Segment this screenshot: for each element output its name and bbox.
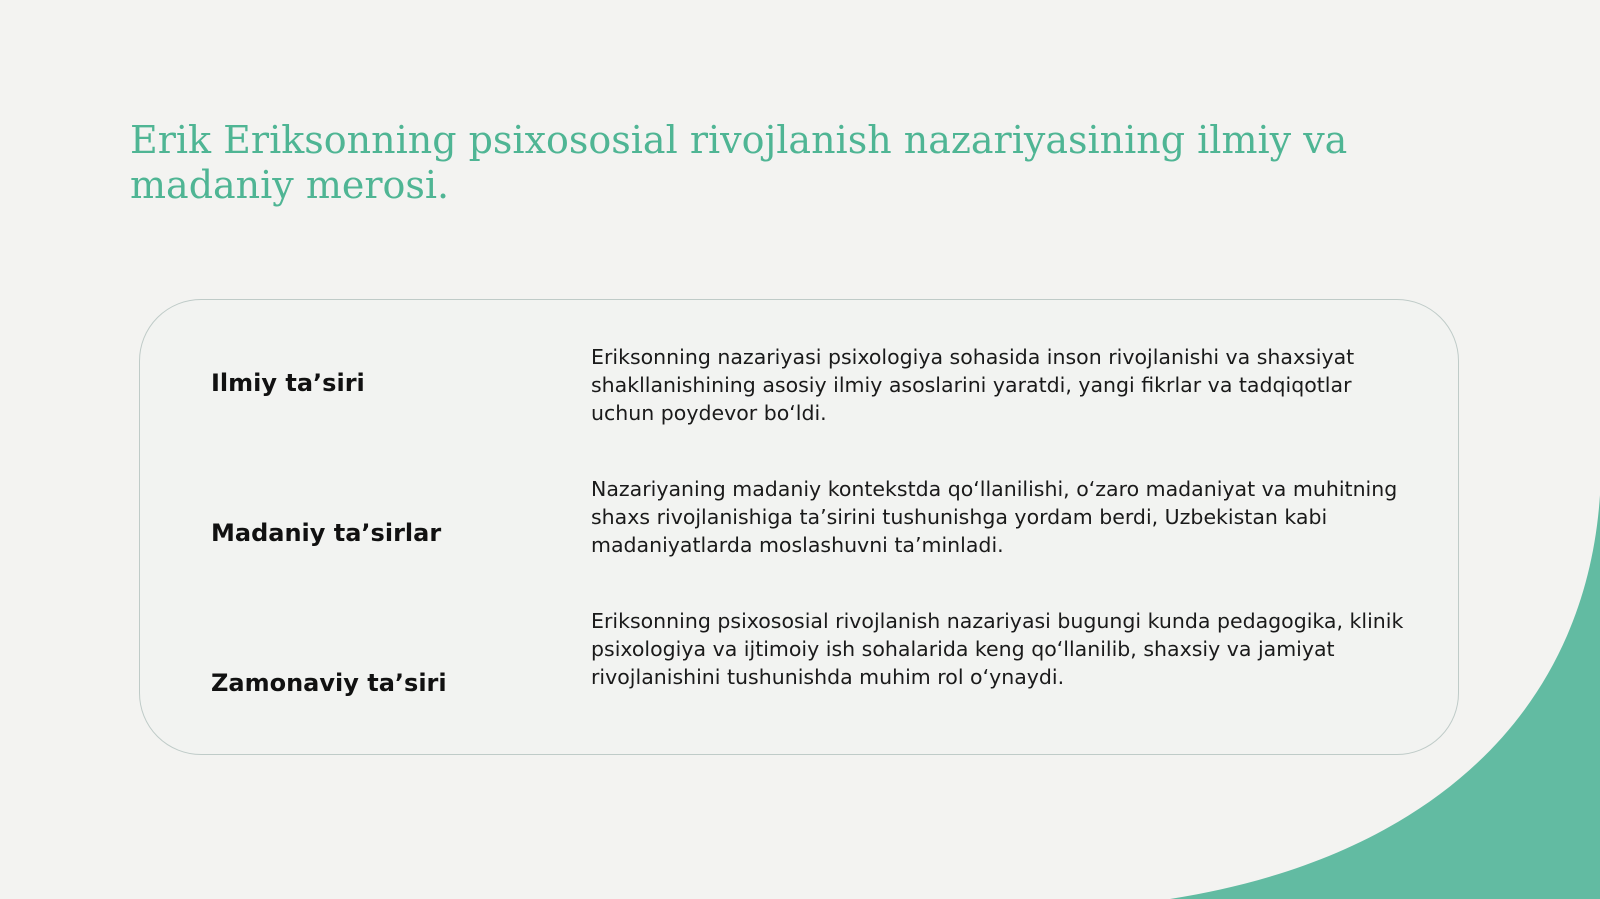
row-text-cultural-influences: Nazariyaning madaniy kontekstda qo‘llanilishi, o‘zaro madaniyat va muhitning shaxs rivojlanishiga ta’sirini tushunishga yordam berdi, Uzbekistan kabi madaniyatlarda moslashuvni ta’minladi. <box>591 477 1398 557</box>
slide-title: Erik Eriksonning psixososial rivojlanish nazariyasining ilmiy va madaniy merosi. <box>130 118 1348 207</box>
row-text-modern-impact: Eriksonning psixososial rivojlanish nazariyasi bugungi kunda pedagogika, klinik psixologiya va ijtimoiy ish sohalarida keng qo‘llanilib, shaxsiy va jamiyat rivojlanishini tushunishda muhim rol o‘ynaydi. <box>591 609 1404 689</box>
row-text-scientific-impact: Eriksonning nazariyasi psixologiya sohasida inson rivojlanishi va shaxsiyat shakllanishining asosiy ilmiy asoslarini yaratdi, yangi fikrlar va tadqiqotlar uchun poydevor bo‘ldi. <box>591 345 1355 425</box>
row-label-scientific-impact: Ilmiy ta’siri <box>211 369 365 397</box>
row-label-modern-impact: Zamonaviy ta’siri <box>211 669 447 697</box>
row-label-cultural-influences: Madaniy ta’sirlar <box>211 519 442 547</box>
